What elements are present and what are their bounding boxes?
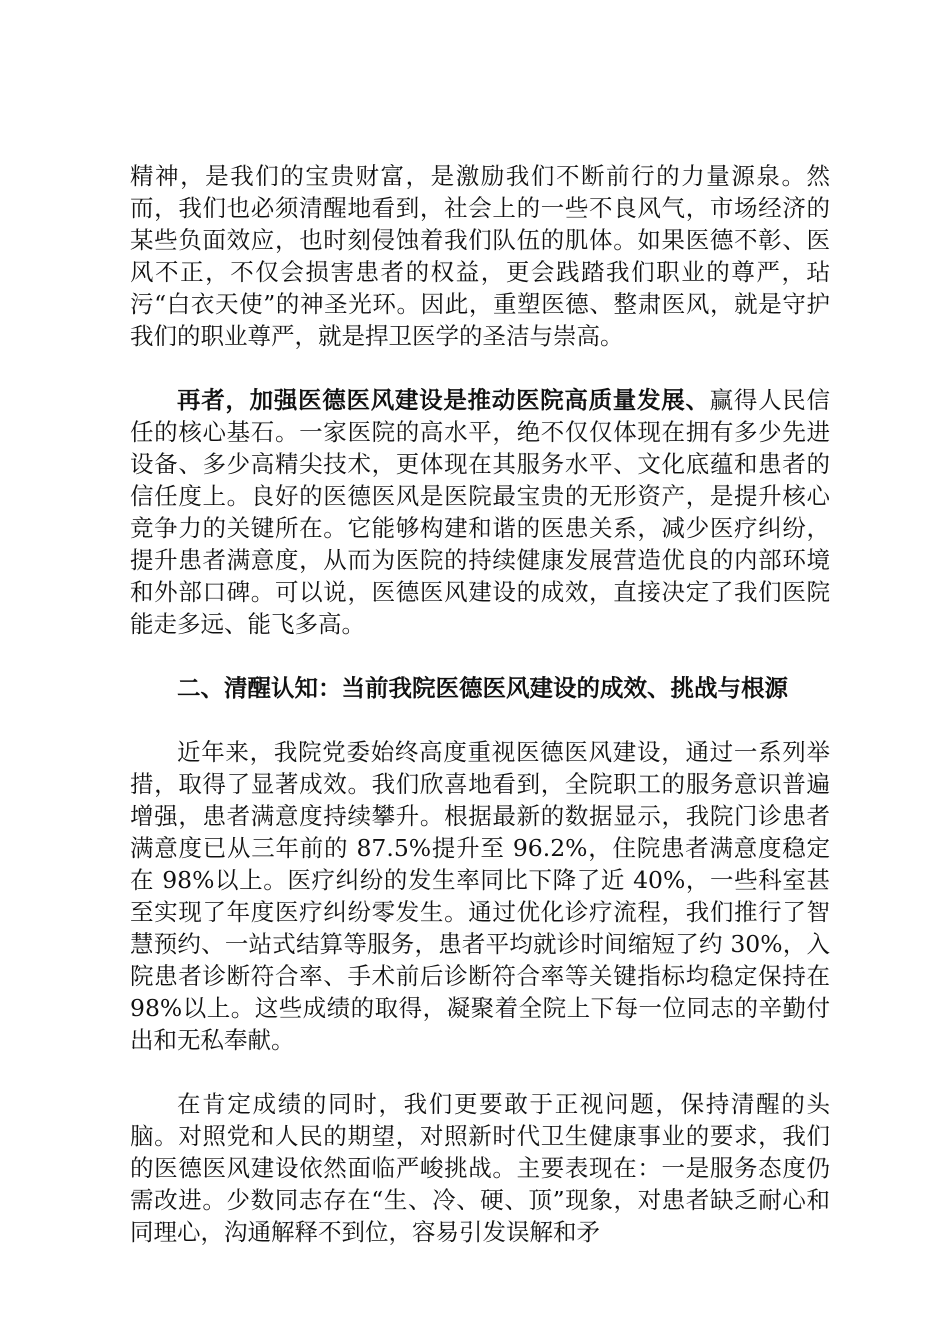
paragraph-hospital-development bbox=[130, 384, 830, 640]
paragraph-achievements: 近年来，我院党委始终高度重视医德医风建设，通过一系列举措，取得了显著成效。我们欣喜地看到，全院职工的服务意识普遍增强，患者满意度持续攀升。根据最新的数据显示，我院门诊患者满意度已从三年前的 87.5%提升至 96.2%，住院患者满意度稳定在 98%以上。医疗纠纷的发生率同比下降了近 40%，一些科室甚至实现了年度医疗纠纷零发生。通过优化诊疗流程，我们推行了智慧预约、一站式结算等服务，患者平均就诊时间缩短了约 30%，入院患者诊断符合率、手术前后诊断符合率等关键指标均稳定保持在 98%以上。这些成绩的取得，凝聚着全院上下每一位同志的辛勤付出和无私奉献。 bbox=[130, 738, 830, 1054]
paragraph-professional-dignity: 精神，是我们的宝贵财富，是激励我们不断前行的力量源泉。然而，我们也必须清醒地看到，社会上的一些不良风气，市场经济的某些负面效应，也时刻侵蚀着我们队伍的肌体。如果医德不彰、医风不正，不仅会损害患者的权益，更会践踏我们职业的尊严，玷污“白衣天使”的神圣光环。因此，重塑医德、整肃医风，就是守护我们的职业尊严，就是捍卫医学的圣洁与崇高。 bbox=[130, 162, 830, 350]
paragraph-lead-bold: 再者，加强医德医风建设是推动医院高质量发展、 bbox=[177, 386, 710, 414]
section-heading: 二、清醒认知：当前我院医德医风建设的成效、挑战与根源 bbox=[177, 674, 788, 702]
paragraph-challenges: 在肯定成绩的同时，我们更要敢于正视问题，保持清醒的头脑。对照党和人民的期望，对照新时代卫生健康事业的要求，我们的医德医风建设依然面临严峻挑战。主要表现在：一是服务态度仍需改进。少数同志存在“生、冷、硬、顶”现象，对患者缺乏耐心和同理心，沟通解释不到位，容易引发误解和矛 bbox=[130, 1090, 830, 1246]
paragraph-body-text: 赢得人民信任的核心基石。一家医院的高水平，绝不仅仅体现在拥有多少先进设备、多少高精尖技术，更体现在其服务水平、文化底蕴和患者的信任度上。良好的医德医风是医院最宝贵的无形资产，是提升核心竞争力的关键所在。它能够构建和谐的医患关系，减少医疗纠纷，提升患者满意度，从而为医院的持续健康发展营造优良的内部环境和外部口碑。可以说，医德医风建设的成效，直接决定了我们医院能走多远、能飞多高。 bbox=[130, 386, 831, 638]
document-page bbox=[130, 160, 830, 1248]
